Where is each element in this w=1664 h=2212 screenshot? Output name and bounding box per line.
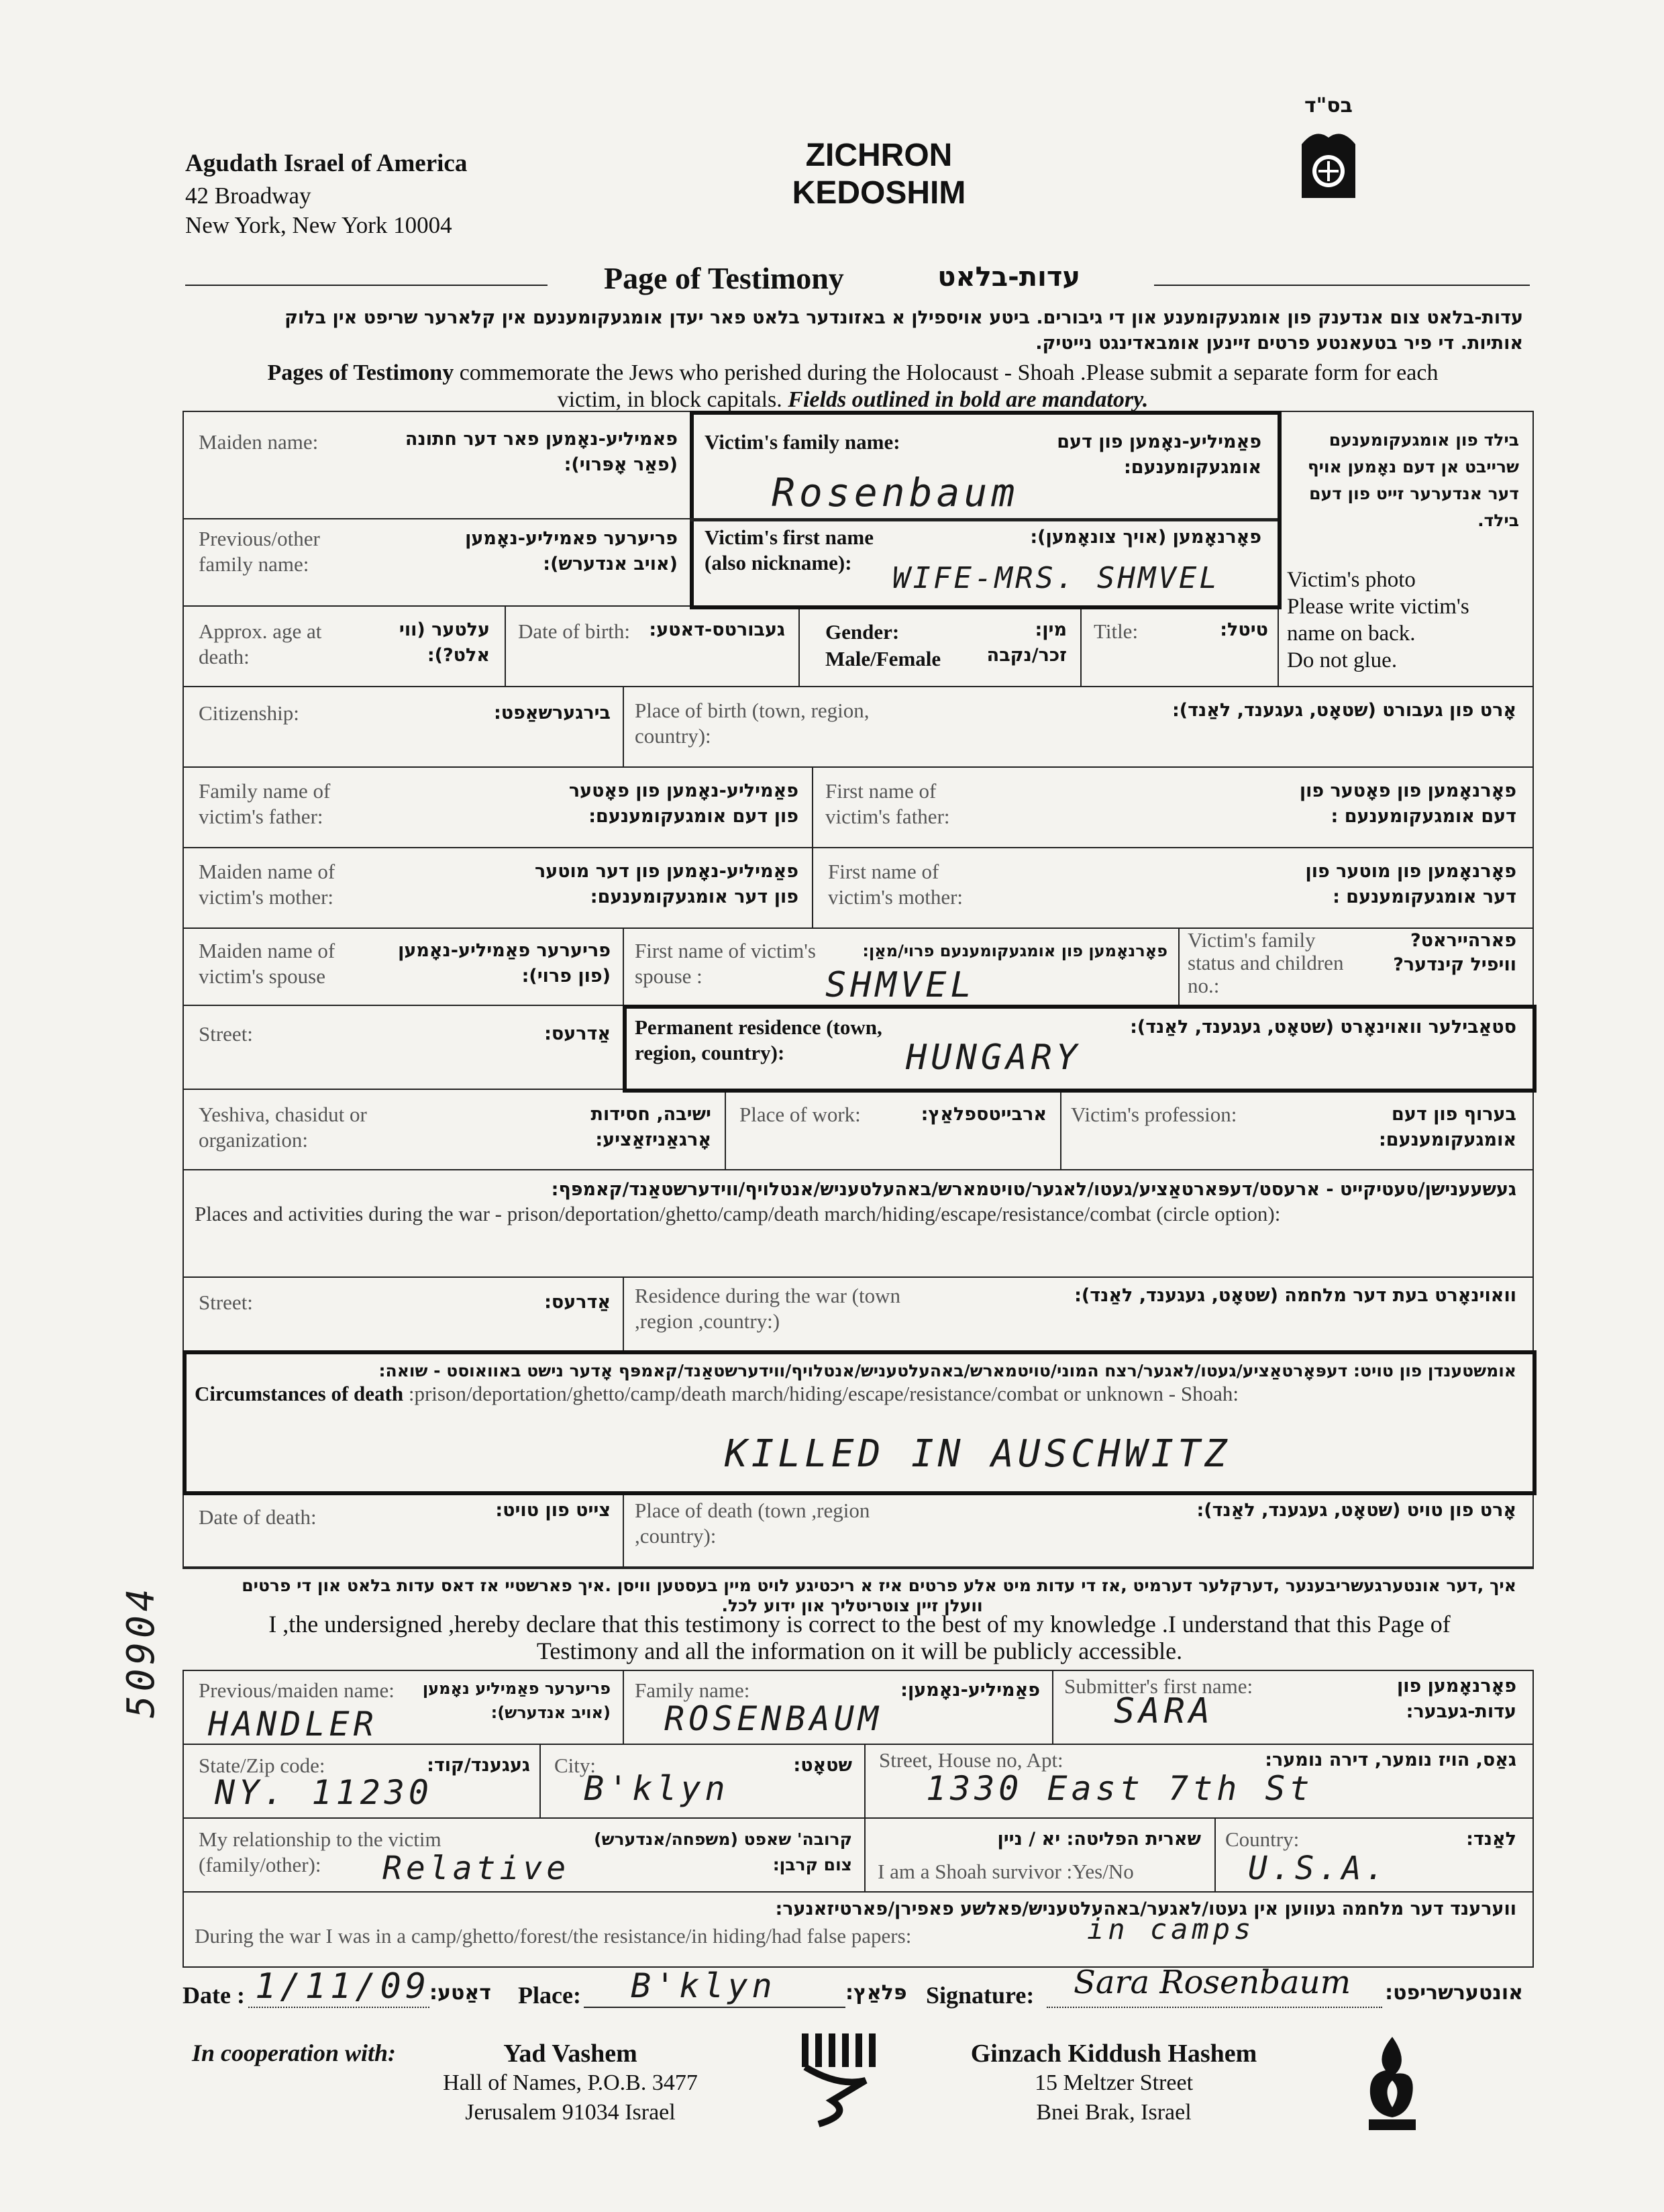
label-date-of-birth: Date of birth: xyxy=(518,619,631,643)
label-war-residence-heb: וואוינאָרט בעת דער מלחמה (שטאָט, געגענד, לאַנד): xyxy=(1074,1285,1516,1306)
declaration-heb-2: וועלן זיין צוטריטליך און ידוע לכל. xyxy=(721,1596,983,1615)
label-place-of-birth-heb: אָרט פון געבורט (שטאָט, געגענד, לאַנד): xyxy=(1172,700,1516,721)
label-spouse-first-name: First name of victim's spouse : xyxy=(635,939,816,988)
submitter-first-name-value[interactable]: SARA xyxy=(1114,1691,1214,1731)
label-country-heb: לאַנד: xyxy=(1466,1829,1516,1850)
permanent-residence-value[interactable]: HUNGARY xyxy=(906,1038,1082,1078)
label-maiden-name: Maiden name: xyxy=(199,430,319,454)
label-during-war-heb: ווערענד דער מלחמה געווען אין געטו/לאגער/באהעלטעניש/פאלשע פאפירן/פארטיזאנער: xyxy=(775,1899,1516,1919)
gk-name: Ginzach Kiddush Hashem xyxy=(970,2040,1257,2068)
label-title: Title: xyxy=(1094,619,1139,643)
org-address-line1: 42 Broadway xyxy=(185,183,311,209)
footer-yad-vashem xyxy=(429,2039,711,2127)
label-war-street: Street: xyxy=(199,1291,253,1314)
footer-coop: In cooperation with: xyxy=(192,2040,397,2066)
label-mother-first-name: First name of victim's mother: xyxy=(828,860,964,909)
state-zip-value[interactable]: NY. 11230 xyxy=(215,1773,433,1812)
label-permanent-residence: Permanent residence (town, region, country): xyxy=(635,1015,882,1064)
label-circumstances-rest: :prison/deportation/ghetto/camp/death march/hiding/escape/resistance/combat or unknown - Shoah: xyxy=(403,1382,1239,1405)
submitter-street-value[interactable]: 1330 East 7th St xyxy=(926,1769,1314,1808)
label-victim-first-name: Victim's first name (also nickname): xyxy=(705,525,874,574)
label-war-street-heb: אַדרעס: xyxy=(544,1292,611,1313)
victim-family-name-value[interactable]: Rosenbaum xyxy=(772,470,1019,515)
footer-ginzach xyxy=(939,2039,1288,2127)
label-date-heb: דאַטע: xyxy=(429,1981,491,2005)
label-profession-heb: בערוף פון דעם אומגעקומענעם: xyxy=(1379,1104,1516,1150)
label-place-of-death: Place of death (town ,region ,country): xyxy=(635,1499,870,1548)
date-value[interactable]: 1/11/09 xyxy=(255,1966,431,2007)
label-submitter-street-heb: גאַס, הויז נומער, דירה נומער: xyxy=(1265,1750,1516,1770)
label-signature-heb: אונטערשריפט: xyxy=(1385,1981,1523,2005)
label-gender-line1: Gender: xyxy=(825,620,900,644)
label-father-family-name-heb: פאַמיליע-נאָמען פון פאָטער פון דעם אומגעקומענעם: xyxy=(568,781,798,827)
label-gender xyxy=(825,619,941,672)
org-name: Agudath Israel of America xyxy=(185,150,468,177)
spouse-first-name-value[interactable]: SHMVEL xyxy=(825,965,976,1005)
label-place-of-death-heb: אָרט פון טויט (שטאָט, געגענד, לאַנד): xyxy=(1196,1500,1516,1521)
title-line-1: ZICHRON xyxy=(805,138,953,173)
intro-en xyxy=(185,360,1520,413)
label-victim-family-name: Victim's family name: xyxy=(705,430,900,454)
label-gender-heb: מין: זכר/נקבה xyxy=(986,619,1067,666)
photo-note-en xyxy=(1287,566,1469,674)
label-city-heb: שטאָט: xyxy=(793,1755,852,1776)
title-line-2: KEDOSHIM xyxy=(792,175,966,211)
victim-first-name-value[interactable]: WIFE-MRS. SHMVEL xyxy=(892,561,1220,595)
label-circumstances xyxy=(195,1381,1516,1407)
label-relationship: My relationship to the victim (family/other): xyxy=(199,1827,441,1876)
label-mother-maiden-name-heb: פאַמיליע-נאָמען פון דער מוטער פון דער אומגעקומענעם: xyxy=(534,861,798,907)
label-family-status-heb: פארהייראט? וויפיל קינדער? xyxy=(1393,930,1516,975)
label-submitter-family-name-heb: פאַמיליע-נאָמען: xyxy=(900,1680,1040,1701)
label-survivor: I am a Shoah survivor :Yes/No xyxy=(878,1860,1134,1883)
yv-addr1: Hall of Names, P.O.B. 3477 xyxy=(443,2070,698,2095)
label-circumstances-heb: אומשטענדן פון טויט: דעפּאָרטאַציע/געטו/לאגער/רצח המוני/טויטמארש/באהעלטעניש/אנטלויף/ווידערשטאַנד/קאמפּף אָדער נישט באוואוסט - שואה: xyxy=(378,1361,1516,1380)
label-city: City: xyxy=(554,1754,596,1777)
photo-note-line1: Victim's photo xyxy=(1287,568,1416,592)
label-victim-family-name-heb: פאַמיליע-נאָמען פון דעם אומגעקומענעם: xyxy=(1057,432,1261,478)
gk-addr1: 15 Meltzer Street xyxy=(1034,2070,1194,2095)
label-approx-age-heb: עלטער (ווי אלט?): xyxy=(399,619,490,666)
bsd-mark: בס"ד xyxy=(1304,94,1353,117)
label-date-of-death-heb: צייט פון טויט: xyxy=(495,1500,611,1521)
label-previous-family-name-heb: פריערער פאמיליע-נאָמען (אויב אנדערש): xyxy=(465,528,678,574)
label-profession: Victim's profession: xyxy=(1071,1103,1237,1126)
photo-note-line2: Please write victim's xyxy=(1287,595,1469,619)
label-place: Place: xyxy=(518,1982,581,2009)
label-maiden-name-heb: פאמיליע-נאָמען פאר דער חתונה (פאַר אָפּרוי): xyxy=(405,429,678,475)
relationship-value[interactable]: Relative xyxy=(382,1850,570,1887)
agudah-logo-icon xyxy=(1295,124,1362,205)
form-title xyxy=(778,137,980,212)
label-family-status: Victim's family status and children no.: xyxy=(1188,928,1344,997)
label-title-heb: טיטל: xyxy=(1220,619,1268,640)
ginzach-flame-logo-icon xyxy=(1355,2033,1429,2134)
signature-value[interactable]: Sara Rosenbaum xyxy=(1074,1964,1351,2001)
submitter-family-name-value[interactable]: ROSENBAUM xyxy=(664,1699,882,1738)
label-place-heb: פּלאַץ: xyxy=(845,1981,907,2005)
declaration-heb-1: איך ,דער אונטערגעשריבענער ,דערקלער דערמיט ,אז די עדות מיט אלע פרטים איז א ריכטיגע לויט מיין בעסטען וויסן .איך פארשטיי אז דאס עדות בלאט און די פרטים xyxy=(242,1576,1516,1595)
yv-name: Yad Vashem xyxy=(503,2040,637,2068)
intro-heb-1: עדות-בלאט צום אנדענק פון אומגעקומענע און די גיבורים. ביטע אויספילן א באזונדער בלאט פאר יעדן אומגעקומענעם אין קלארער שריפט אין בלוק xyxy=(284,307,1523,328)
city-value[interactable]: B'klyn xyxy=(584,1769,729,1808)
declaration-en-2: Testimony and all the information on it will be publicly accessible. xyxy=(536,1638,1183,1664)
label-during-war: During the war I was in a camp/ghetto/forest/the resistance/in hiding/had false papers: xyxy=(195,1924,912,1948)
submitter-previous-name-value[interactable]: HANDLER xyxy=(208,1705,378,1744)
label-spouse-first-name-heb: פאָרנאָמען פון אומגעקומענעם פרוי/מאַן: xyxy=(862,942,1167,960)
label-spouse-maiden-name: Maiden name of victim's spouse xyxy=(199,939,335,988)
label-state-zip: State/Zip code: xyxy=(199,1754,325,1777)
declaration-en-1: I ,the undersigned ,hereby declare that this testimony is correct to the best of my knowledge .I understand that this Page of xyxy=(268,1611,1451,1638)
label-submitter-previous-name: Previous/maiden name: xyxy=(199,1678,395,1702)
page-title-heb: עדות-בלאט xyxy=(937,262,1080,293)
label-place-of-work: Place of work: xyxy=(739,1103,861,1126)
label-war-activities-heb: געשעענישן/טעטיקייט - ארעסט/דעפּארטאַציע/געטו/לאגער/טויטמארש/באהעלטעניש/אנטלויף/ווידערשטאַנד/קאמפּף: xyxy=(551,1179,1516,1200)
label-date-of-death: Date of death: xyxy=(199,1505,317,1529)
label-approx-age: Approx. age at death: xyxy=(199,619,322,668)
label-relationship-heb: קרובה' שאפט (משפחה/אנדערש) צום קרבן: xyxy=(594,1829,852,1874)
intro-mandatory-note: Fields outlined in bold are mandatory. xyxy=(788,387,1149,412)
photo-note-line4: Do not glue. xyxy=(1287,648,1398,672)
label-date-of-birth-heb: געבורטס-דאטע: xyxy=(649,619,785,640)
label-date: Date : xyxy=(183,1982,245,2009)
label-father-family-name: Family name of victim's father: xyxy=(199,779,331,828)
org-address-line2: New York, New York 10004 xyxy=(185,212,452,238)
yv-addr2: Jerusalem 91034 Israel xyxy=(465,2100,676,2125)
label-father-first-name: First name of victim's father: xyxy=(825,779,950,828)
intro-en-line2: victim, in block capitals. xyxy=(557,387,788,412)
intro-en-bold: Pages of Testimony xyxy=(267,360,454,385)
label-country: Country: xyxy=(1225,1827,1300,1851)
declaration-en xyxy=(185,1611,1534,1664)
label-street: Street: xyxy=(199,1022,253,1046)
intro-heb-2: אותיות. די פיר בטעאנטע פרטים זיינען אומבאדינגט נייטיק. xyxy=(1035,333,1523,354)
label-street-heb: אַדרעס: xyxy=(544,1023,611,1044)
photo-note-heb: בילד פון אומגעקומענעם שרייבט אן דעם נאָמען אויף דער אנדערער זייט פון דעם בילד. xyxy=(1307,430,1519,530)
photo-note-line3: name on back. xyxy=(1287,621,1416,646)
label-submitter-street: Street, House no, Apt: xyxy=(879,1748,1063,1772)
place-value[interactable]: B'klyn xyxy=(631,1966,776,2005)
label-gender-line2: Male/Female xyxy=(825,647,941,670)
label-yeshiva-heb: ישיבה, חסידות אָרגאַניזאַציע: xyxy=(590,1104,711,1150)
label-mother-first-name-heb: פאָרנאָמען פון מוטער פון דער אומגעקומענעם : xyxy=(1305,861,1516,907)
label-circumstances-bold: Circumstances of death xyxy=(195,1382,404,1405)
label-signature: Signature: xyxy=(926,1982,1035,2009)
label-victim-first-name-heb: פאָרנאָמען (אויך צונאָמען): xyxy=(1030,527,1261,548)
margin-note: 50904 xyxy=(119,1585,163,1718)
label-submitter-previous-name-heb: פריערער פאַמיליע נאָמען (אויב אנדערש): xyxy=(422,1679,611,1722)
label-citizenship: Citizenship: xyxy=(199,701,299,725)
page-title-en: Page of Testimony xyxy=(604,261,844,295)
label-citizenship-heb: בירגערשאַפט: xyxy=(494,703,611,723)
label-submitter-first-name: Submitter's first name: xyxy=(1064,1674,1253,1698)
label-place-of-birth: Place of birth (town, region, country): xyxy=(635,699,870,748)
during-war-value[interactable]: in camps xyxy=(1087,1913,1255,1946)
country-value[interactable]: U.S.A. xyxy=(1248,1850,1389,1887)
label-submitter-first-name-heb: פאָרנאָמען פון עדות-געבער: xyxy=(1396,1676,1516,1722)
label-submitter-family-name: Family name: xyxy=(635,1678,750,1702)
yad-vashem-logo-icon xyxy=(792,2027,886,2127)
label-survivor-heb: שארית הפליטה: יא / ניין xyxy=(997,1829,1201,1850)
label-spouse-maiden-name-heb: פריערער פאַמיליע-נאָמען (פון פרוי): xyxy=(398,940,611,987)
label-permanent-residence-heb: סטאַבילער וואוינאָרט (שטאָט, געגענד, לאַנד): xyxy=(1130,1017,1516,1038)
label-previous-family-name: Previous/other family name: xyxy=(199,527,320,576)
label-place-of-work-heb: ארבייטספלאַץ: xyxy=(921,1104,1047,1125)
circumstances-value[interactable]: KILLED IN AUSCHWITZ xyxy=(725,1432,1231,1476)
intro-en-rest: commemorate the Jews who perished during the Holocaust - Shoah .Please submit a separate form for each xyxy=(454,360,1439,385)
label-war-activities: Places and activities during the war - prison/deportation/ghetto/camp/death march/hiding/escape/resistance/combat (circle option): xyxy=(195,1202,1281,1225)
label-state-zip-heb: געגענד/קוד: xyxy=(427,1755,530,1776)
label-war-residence: Residence during the war (town ,region ,country:) xyxy=(635,1284,900,1333)
gk-addr2: Bnei Brak, Israel xyxy=(1036,2100,1192,2125)
label-yeshiva: Yeshiva, chasidut or organization: xyxy=(199,1103,367,1152)
label-mother-maiden-name: Maiden name of victim's mother: xyxy=(199,860,335,909)
label-father-first-name-heb: פאָרנאָמען פון פאָטער פון דעם אומגעקומענעם : xyxy=(1299,781,1516,827)
